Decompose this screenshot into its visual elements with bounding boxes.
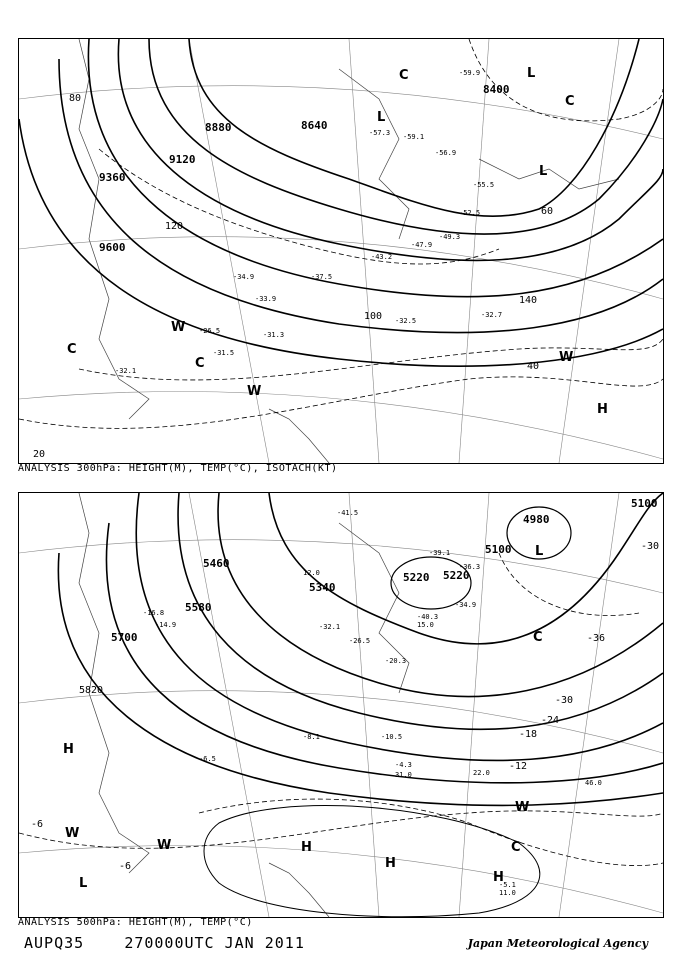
- map-500hpa-canvas: [19, 493, 663, 917]
- temp-label: -37.5: [311, 273, 333, 281]
- station-label: 31.0: [395, 771, 412, 779]
- temp-label: -47.9: [411, 241, 433, 249]
- temp-label: -32.1: [115, 367, 137, 375]
- cold-center-4: C: [195, 356, 205, 371]
- station-label: -4.3: [395, 761, 412, 769]
- height-label-5220: 5220: [443, 569, 470, 582]
- low-center-1: L: [535, 544, 544, 559]
- temp-contour-label: -18: [519, 729, 538, 740]
- height-contours: [58, 493, 663, 805]
- low-center-3: L: [539, 164, 548, 179]
- height-label-5820: 5820: [79, 685, 104, 696]
- station-label: 22.0: [473, 769, 490, 777]
- high-center-3: H: [385, 856, 396, 871]
- temp-label: -52.5: [459, 209, 481, 217]
- isotach-label-120: 120: [165, 221, 184, 232]
- station-label: 11.0: [499, 889, 516, 897]
- temp-label: -32.5: [395, 317, 417, 325]
- temp-label: -26.5: [199, 327, 221, 335]
- station-label: 15.0: [417, 621, 434, 629]
- coastline: [79, 493, 409, 917]
- map-300hpa: [18, 38, 664, 464]
- station-label: 46.0: [585, 779, 602, 787]
- station-label: -41.5: [337, 509, 359, 517]
- warm-center-1: W: [65, 826, 80, 841]
- temp-label: -59.9: [459, 69, 481, 77]
- map-500hpa: [18, 492, 664, 918]
- low-center-1: L: [527, 66, 536, 81]
- high-center: H: [597, 402, 608, 417]
- station-label: -16.8: [143, 609, 165, 617]
- temp-contours: [19, 553, 663, 866]
- cold-center-1: C: [399, 68, 409, 83]
- cold-center-2: C: [511, 840, 521, 855]
- temp-contour-label: -12: [509, 761, 528, 772]
- temp-label: -34.9: [233, 273, 255, 281]
- temp-label: -32.7: [481, 311, 503, 319]
- station-label: -34.9: [455, 601, 477, 609]
- station-label: -40.3: [417, 613, 439, 621]
- map-300hpa-canvas: [19, 39, 663, 463]
- height-contours: [19, 39, 663, 366]
- warm-center-2: W: [247, 384, 262, 399]
- cold-center-1: C: [533, 630, 543, 645]
- station-label: -26.5: [349, 637, 371, 645]
- station-label: -8.1: [303, 733, 320, 741]
- temp-label: -57.3: [369, 129, 391, 137]
- low-center-2: L: [377, 110, 386, 125]
- temp-label: -59.1: [403, 133, 425, 141]
- height-label-8880: 8880: [205, 121, 232, 134]
- temp-label: -31.3: [263, 331, 285, 339]
- chart-identifier: [24, 934, 305, 952]
- temp-label: -33.9: [255, 295, 277, 303]
- isotach-label-60: 60: [541, 206, 554, 217]
- chart-code: AUPQ35: [24, 934, 85, 952]
- station-label: 12.0: [303, 569, 320, 577]
- height-label-4980: 4980: [523, 513, 550, 526]
- isotach-label-40: 40: [527, 361, 540, 372]
- warm-center-2: W: [157, 838, 172, 853]
- cold-center-2: C: [565, 94, 575, 109]
- temp-contour-label: -30: [555, 695, 574, 706]
- temp-label: -49.3: [439, 233, 461, 241]
- high-center-2: H: [301, 840, 312, 855]
- station-label: -6.5: [199, 755, 216, 763]
- station-label: -14.9: [155, 621, 177, 629]
- isotach-label-140: 140: [519, 295, 538, 306]
- valid-time: 270000UTC JAN 2011: [124, 934, 305, 952]
- isotach-label-100: 100: [364, 311, 383, 322]
- warm-center-1: W: [171, 320, 186, 335]
- warm-center-3: W: [515, 800, 530, 815]
- height-label-5460: 5460: [203, 557, 230, 570]
- temp-label: -55.5: [473, 181, 495, 189]
- temp-label: -31.5: [213, 349, 235, 357]
- station-label: -5.1: [499, 881, 516, 889]
- temp-label: -43.2: [371, 253, 393, 261]
- station-label: -20.3: [385, 657, 407, 665]
- warm-center-3: W: [559, 350, 574, 365]
- height-label-9120: 9120: [169, 153, 196, 166]
- temp-contour-label: -36: [587, 633, 606, 644]
- temp-label: -56.9: [435, 149, 457, 157]
- height-label-5220: 5220: [403, 571, 430, 584]
- temp-contour-label: -30: [641, 541, 660, 552]
- high-center-4: H: [493, 870, 504, 885]
- cold-center-3: C: [67, 342, 77, 357]
- low-center-2: L: [79, 876, 88, 891]
- height-label-5100: 5100: [485, 543, 512, 556]
- height-label-5580: 5580: [185, 601, 212, 614]
- caption-500hpa: ANALYSIS 500hPa: HEIGHT(M), TEMP(°C): [18, 917, 253, 928]
- height-label-8400: 8400: [483, 83, 510, 96]
- height-label-5700: 5700: [111, 631, 138, 644]
- height-label-8640: 8640: [301, 119, 328, 132]
- temp-contour-label: -6: [119, 861, 132, 872]
- height-label-5100: 5100: [631, 497, 658, 510]
- caption-300hpa: ANALYSIS 300hPa: HEIGHT(M), TEMP(°C), ISOTACH(KT): [18, 463, 338, 474]
- warm-region-contour: [204, 806, 540, 917]
- station-label: -39.1: [429, 549, 451, 557]
- height-label-9360: 9360: [99, 171, 126, 184]
- agency-credit: Japan Meteorological Agency: [467, 937, 648, 950]
- temp-contour-label: -24: [541, 715, 560, 726]
- isotach-label-20: 20: [33, 449, 46, 460]
- height-label-9600: 9600: [99, 241, 126, 254]
- station-label: -10.5: [381, 733, 403, 741]
- isotach-label-80: 80: [69, 93, 82, 104]
- temp-contour-label: -6: [31, 819, 44, 830]
- high-center-1: H: [63, 742, 74, 757]
- height-label-5340: 5340: [309, 581, 336, 594]
- station-label: -36.3: [459, 563, 481, 571]
- station-label: -32.1: [319, 623, 341, 631]
